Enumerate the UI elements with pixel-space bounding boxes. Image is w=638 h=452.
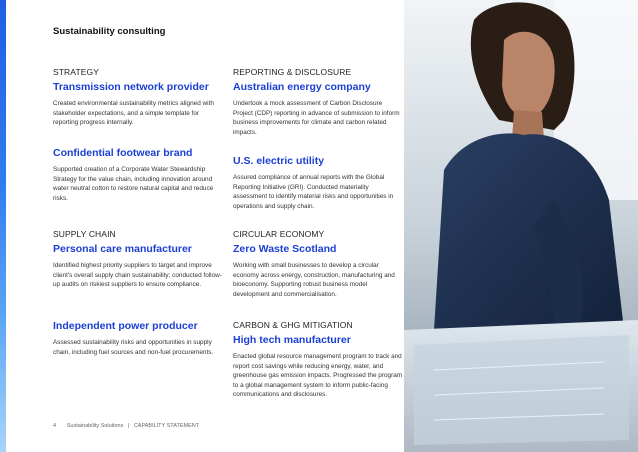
entry-title: Zero Waste Scotland <box>233 243 337 255</box>
entry-reporting <box>233 67 403 137</box>
accent-gradient-bar <box>0 0 6 452</box>
section-label: REPORTING & DISCLOSURE <box>233 67 352 77</box>
entry-strategy <box>53 67 223 128</box>
section-label: CARBON & GHG MITIGATION <box>233 320 353 330</box>
doc-name: Sustainability Solutions <box>66 423 124 429</box>
entry-supply-chain <box>53 229 223 290</box>
entry-us-utility <box>233 155 403 211</box>
doc-type: CAPABILITY STATEMENT <box>133 423 200 429</box>
entry-footwear <box>53 147 223 203</box>
entry-description: Working with small businesses to develop a circular economy across energy, construction, manufacturing and bioeconomy. Supporting robust business model development and commercialisation. <box>233 262 395 298</box>
entry-power-producer <box>53 320 223 357</box>
page-title: Sustainability consulting <box>53 26 166 37</box>
entry-title: High tech manufacturer <box>233 334 351 346</box>
entry-description: Undertook a mock assessment of Carbon Disclosure Project (CDP) reporting in advance of submission to inform business improvements for climate and carbon related impacts. <box>233 100 400 136</box>
entry-description: Created environmental sustainability metrics aligned with stakeholder expectations, and a simple template for reporting progress internally. <box>53 100 214 126</box>
entry-title: Australian energy company <box>233 81 371 93</box>
entry-title: Transmission network provider <box>53 81 209 93</box>
section-label: SUPPLY CHAIN <box>53 229 116 239</box>
entry-description: Identified highest priority suppliers to target and improve client's overall supply chain sustainability; conducted follow-up audits on riskiest suppliers to ensure compliance. <box>53 262 222 288</box>
entry-description: Assessed sustainability risks and opportunities in supply chain, including fuel sources and non-fuel procurements. <box>53 339 214 356</box>
photo-woman-at-screen <box>404 0 638 452</box>
entry-carbon-ghg <box>233 320 403 400</box>
entry-description: Supported creation of a Corporate Water Stewardship Strategy for the value chain, including innovation around water neutral cotton to restore natural capital and reduce risks. <box>53 166 214 202</box>
section-label: STRATEGY <box>53 67 99 77</box>
entry-description: Assured compliance of annual reports with the Global Reporting Initiative (GRI). Conducted materiality assessment to identify material risks and opportunities in operations and supply chain. <box>233 174 394 210</box>
section-label: CIRCULAR ECONOMY <box>233 229 325 239</box>
entry-circular-economy <box>233 229 403 299</box>
photo-illustration <box>404 0 638 452</box>
entry-description: Enacted global resource management program to track and report cost savings while reducing energy, water, and greenhouse gas emission impacts. Progressed the program to a global management system to inform public-facing communications and disclosures. <box>233 353 403 398</box>
entry-title: Independent power producer <box>53 320 198 332</box>
entry-title: Personal care manufacturer <box>53 243 192 255</box>
footer-separator: | <box>127 423 130 429</box>
entry-title: U.S. electric utility <box>233 155 325 167</box>
page-number: 4 <box>53 423 57 429</box>
entry-title: Confidential footwear brand <box>53 147 193 159</box>
footer <box>53 423 199 429</box>
